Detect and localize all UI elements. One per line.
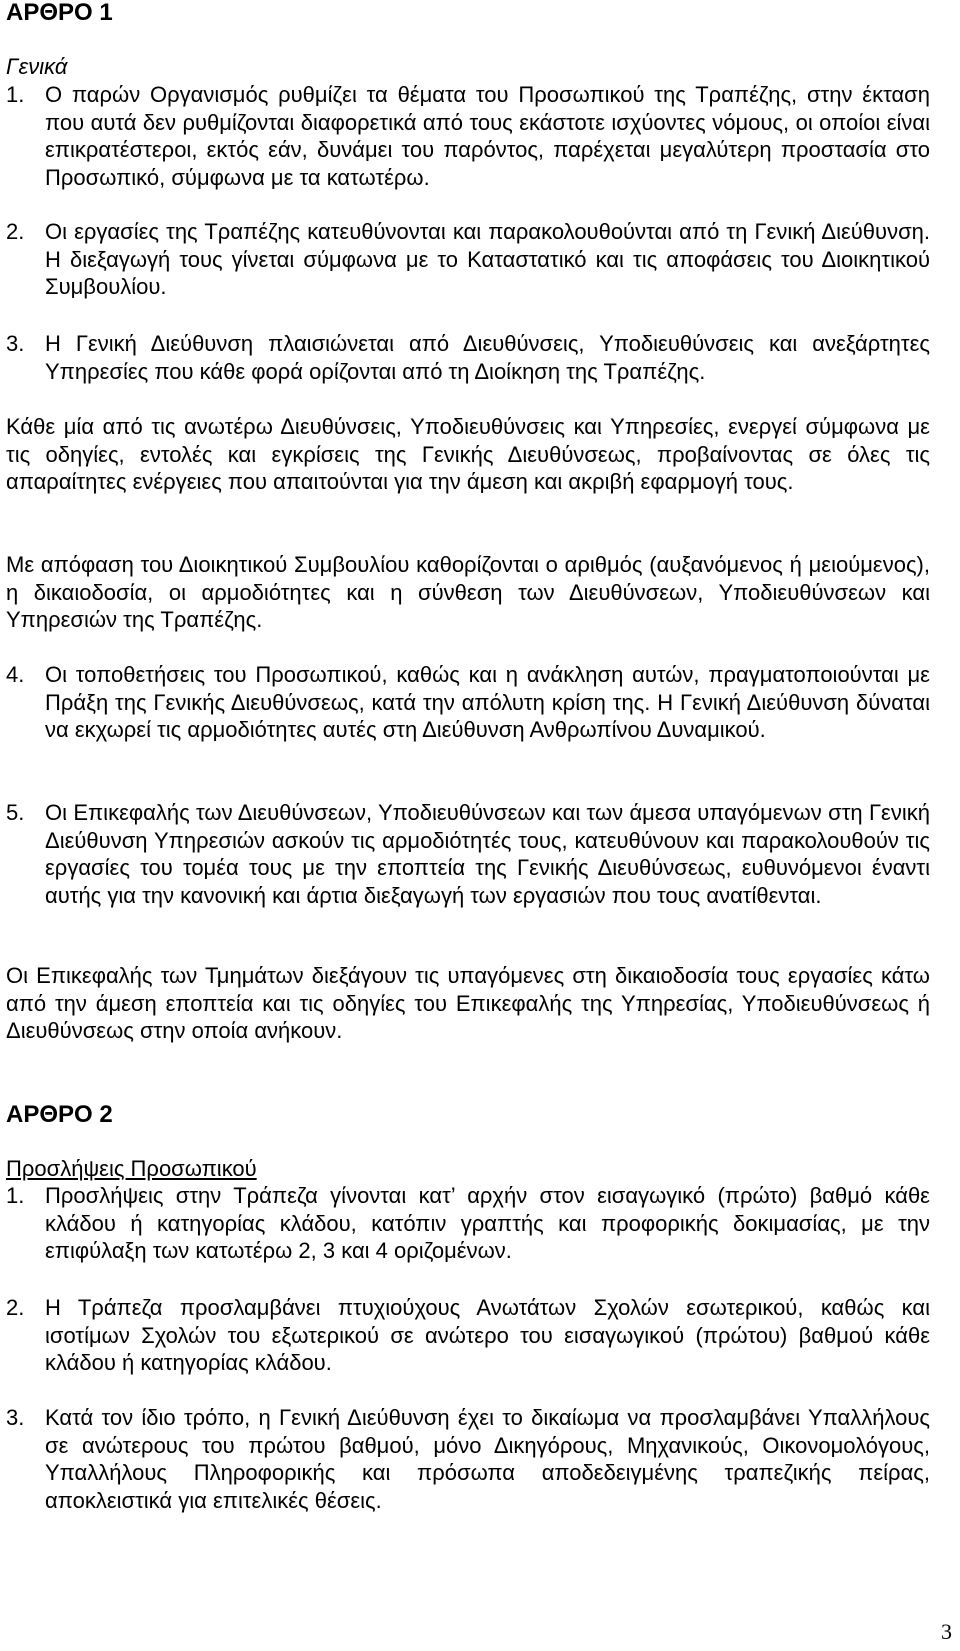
paragraph-number: 2. bbox=[6, 1295, 25, 1320]
article-2-heading: ΑΡΘΡΟ 2 bbox=[6, 1101, 113, 1128]
article-2-paragraph-2 bbox=[6, 1294, 930, 1377]
paragraph-text: Οι εργασίες της Τραπέζης κατευθύνονται και παρακολουθούνται από τη Γενική Διεύθυνση. Η διεξαγωγή τους γίνεται σύμφωνα με το Καταστατικό και τις αποφάσεις του Διοικητικού Συμβουλίου. bbox=[45, 219, 930, 300]
article-1-paragraph-5 bbox=[6, 799, 930, 909]
article-2-subheading: Προσλήψεις Προσωπικού bbox=[6, 1156, 257, 1181]
paragraph-text: Κάθε μία από τις ανωτέρω Διευθύνσεις, Υποδιευθύνσεις και Υπηρεσίες, ενεργεί σύμφωνα με τις οδηγίες, εντολές και εγκρίσεις της Γενικής Διευθύνσεως, προβαίνοντας σε όλες τις απαραίτητες ενέργειες που απαιτούνται για την άμεση και ακριβή εφαρμογή τους. bbox=[6, 414, 930, 495]
article-1-paragraph-3c bbox=[6, 551, 930, 634]
article-1-paragraph-5b bbox=[6, 962, 930, 1045]
article-1-paragraph-1 bbox=[6, 81, 930, 191]
paragraph-text: Οι Επικεφαλής των Τμημάτων διεξάγουν τις υπαγόμενες στη δικαιοδοσία τους εργασίες κάτω από την άμεση εποπτεία και τις οδηγίες του Επικεφαλής της Υπηρεσίας, Υποδιευθύνσεως ή Διευθύνσεως στην οποία ανήκουν. bbox=[6, 963, 930, 1044]
paragraph-number: 1. bbox=[6, 1183, 25, 1208]
page-number: 3 bbox=[941, 1619, 952, 1644]
article-1-subheading: Γενικά bbox=[6, 54, 68, 79]
paragraph-text: Κατά τον ίδιο τρόπο, η Γενική Διεύθυνση έχει το δικαίωμα να προσλαμβάνει Υπαλλήλους σε ανώτερους του πρώτου βαθμού, μόνο Δικηγόρους, Μηχανικούς, Οικονομολόγους, Υπαλλήλους Πληροφορικής και πρόσωπα αποδεδειγμένης τραπεζικής πείρας, αποκλειστικά για επιτελικές θέσεις. bbox=[45, 1405, 930, 1513]
paragraph-number: 2. bbox=[6, 219, 25, 244]
paragraph-text: Οι Επικεφαλής των Διευθύνσεων, Υποδιευθύνσεων και των άμεσα υπαγόμενων στη Γενική Διεύθυνση Υπηρεσιών ασκούν τις αρμοδιότητές τους, κατευθύνουν και παρακολουθούν τις εργασίες του τομέα τους με την εποπτεία της Γενικής Διευθύνσεως, ευθυνόμενοι έναντι αυτής για την κανονική και άρτια διεξαγωγή των εργασιών που τους ανατίθενται. bbox=[45, 800, 930, 908]
paragraph-number: 3. bbox=[6, 331, 25, 356]
paragraph-number: 4. bbox=[6, 662, 25, 687]
paragraph-text: Ο παρών Οργανισμός ρυθμίζει τα θέματα του Προσωπικού της Τραπέζης, στην έκταση που αυτά δεν ρυθμίζονται διαφορετικά από τους εκάστοτε ισχύοντες νόμους, οι οποίοι είναι επικρατέστεροι, εκτός εάν, δυνάμει του παρόντος, παρέχεται μεγαλύτερη προστασία στο Προσωπικό, σύμφωνα με τα κατωτέρω. bbox=[45, 82, 930, 190]
article-1-paragraph-3 bbox=[6, 330, 930, 385]
paragraph-text: Οι τοποθετήσεις του Προσωπικού, καθώς και η ανάκληση αυτών, πραγματοποιούνται με Πράξη της Γενικής Διευθύνσεως, κατά την απόλυτη κρίση της. Η Γενική Διεύθυνση δύναται να εκχωρεί τις αρμοδιότητες αυτές στη Διεύθυνση Ανθρωπίνου Δυναμικού. bbox=[45, 662, 930, 743]
article-1-paragraph-4 bbox=[6, 661, 930, 744]
article-1-paragraph-2 bbox=[6, 218, 930, 301]
paragraph-number: 1. bbox=[6, 82, 25, 107]
paragraph-text: Προσλήψεις στην Τράπεζα γίνονται κατ’ αρχήν στον εισαγωγικό (πρώτο) βαθμό κάθε κλάδου ή κατηγορίας κλάδου, κατόπιν γραπτής και προφορικής δοκιμασίας, με την επιφύλαξη των κατωτέρω 2, 3 και 4 οριζομένων. bbox=[45, 1183, 930, 1264]
paragraph-text: Η Τράπεζα προσλαμβάνει πτυχιούχους Ανωτάτων Σχολών εσωτερικού, καθώς και ισοτίμων Σχολών του εξωτερικού σε ανώτερο του εισαγωγικού (πρώτου) βαθμού κάθε κλάδου ή κατηγορίας κλάδου. bbox=[45, 1295, 930, 1376]
article-2-paragraph-1 bbox=[6, 1182, 930, 1265]
article-2-paragraph-3 bbox=[6, 1404, 930, 1514]
paragraph-text: Με απόφαση του Διοικητικού Συμβουλίου καθορίζονται ο αριθμός (αυξανόμενος ή μειούμενος), η δικαιοδοσία, οι αρμοδιότητες και η σύνθεση των Διευθύνσεων, Υποδιευθύνσεων και Υπηρεσιών της Τραπέζης. bbox=[6, 552, 930, 633]
paragraph-number: 3. bbox=[6, 1405, 25, 1430]
article-1-heading: ΑΡΘΡΟ 1 bbox=[6, 0, 113, 26]
paragraph-number: 5. bbox=[6, 800, 25, 825]
paragraph-text: Η Γενική Διεύθυνση πλαισιώνεται από Διευθύνσεις, Υποδιευθύνσεις και ανεξάρτητες Υπηρεσίες που κάθε φορά ορίζονται από τη Διοίκηση της Τραπέζης. bbox=[45, 331, 930, 384]
article-1-paragraph-3b bbox=[6, 413, 930, 496]
